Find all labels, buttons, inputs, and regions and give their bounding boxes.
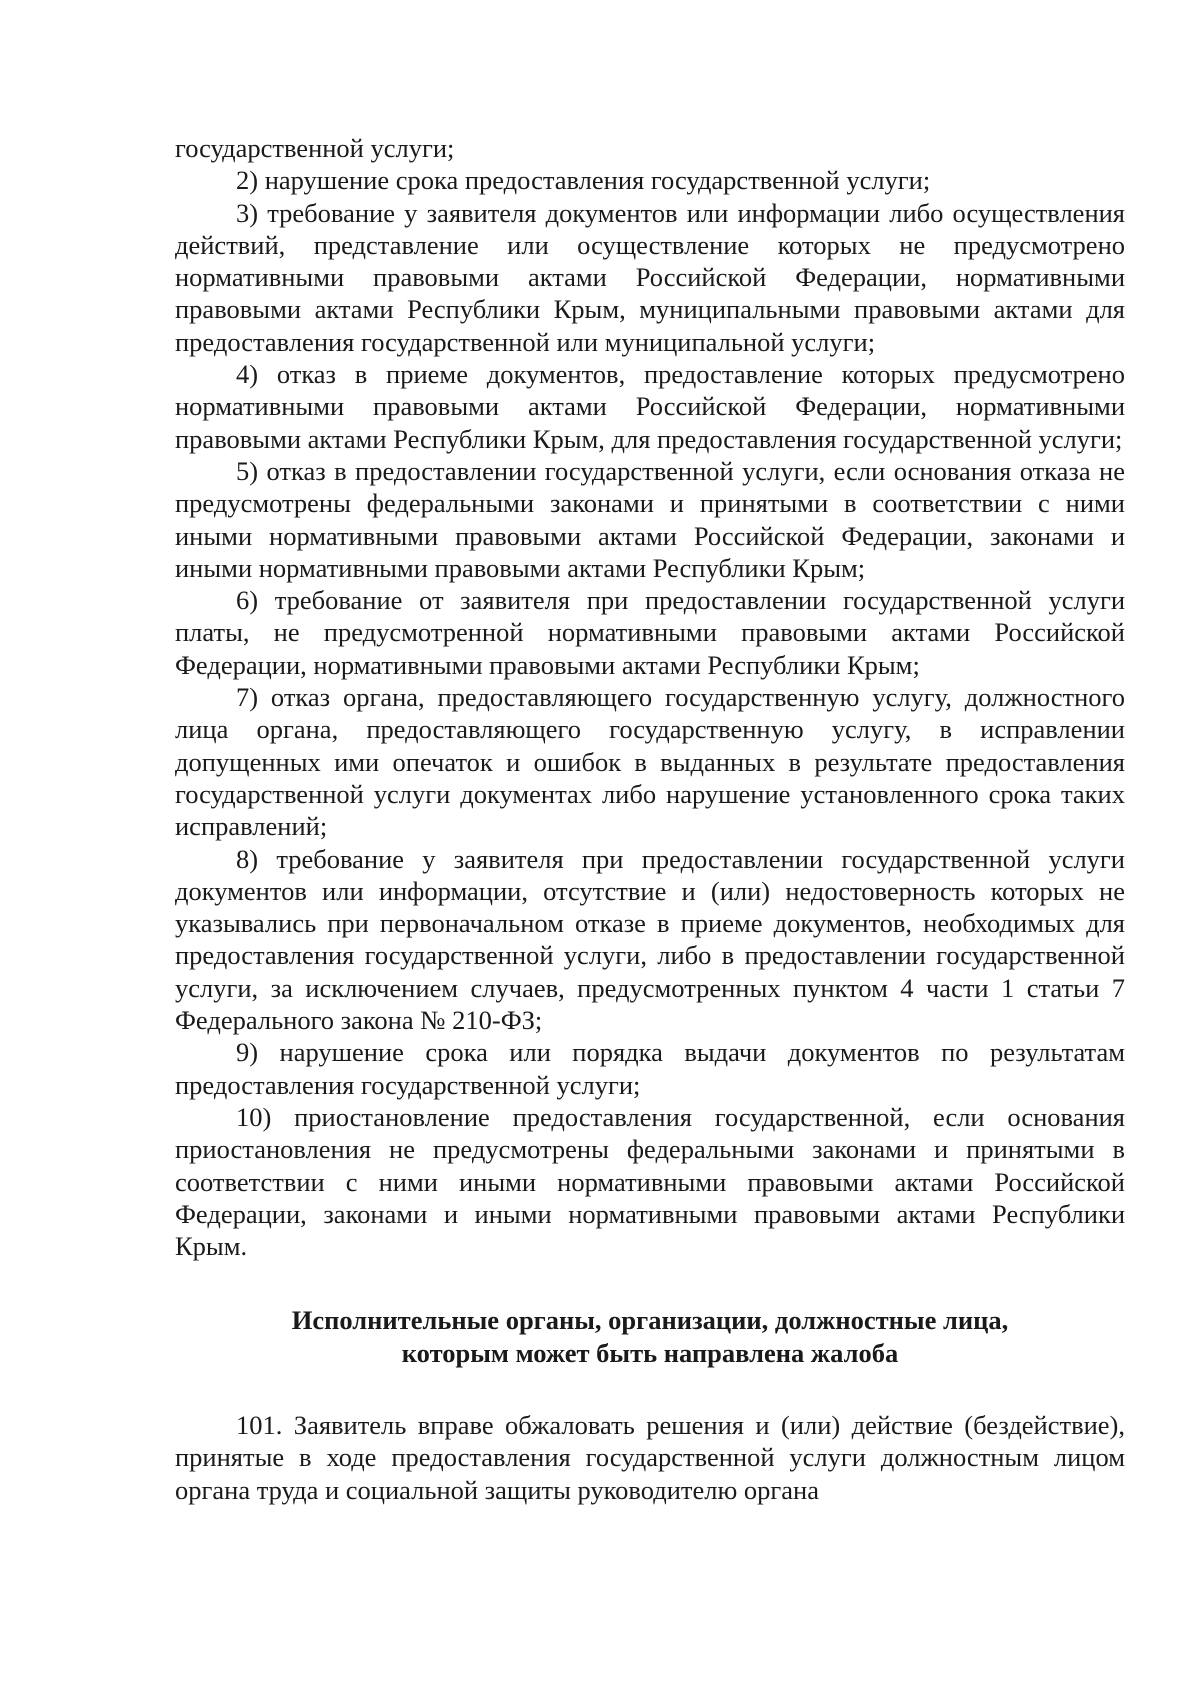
list-item-2: 2) нарушение срока предоставления государственной услуги; bbox=[236, 165, 931, 196]
paragraph-continuation: государственной услуги; bbox=[175, 133, 455, 163]
list-item-6: 6) требование от заявителя при предоставлении государственной услуги платы, не предусмотренной нормативными правовыми актами Российской Федерации, нормативными правовыми актами Республики Крым; bbox=[175, 585, 1125, 680]
list-item-10: 10) приостановление предоставления государственной, если основания приостановления не предусмотрены федеральными законами и принятыми в соответствии с ними иными нормативными правовыми актами Российской Федерации, законами и иными нормативными правовыми актами Республики Крым. bbox=[175, 1101, 1125, 1262]
section-heading-line-1: Исполнительные органы, организации, должностные лица, bbox=[291, 1305, 1009, 1336]
section-heading-line-2: которым может быть направлена жалоба bbox=[401, 1337, 899, 1368]
section-heading bbox=[175, 1304, 1125, 1369]
list-item-7: 7) отказ органа, предоставляющего государственную услугу, должностного лица органа, предоставляющего государственную услугу, в исправлении допущенных ими опечаток и ошибок в выданных в результате предоставления государственной услуги документах либо нарушение установленного срока таких исправлений; bbox=[175, 682, 1125, 842]
list-item-3: 3) требование у заявителя документов или информации либо осуществления действий, представление или осуществление которых не предусмотрено нормативными правовыми актами Российской Федерации, нормативными правовыми актами Республики Крым, муниципальными правовыми актами для предоставления государственной или муниципальной услуги; bbox=[175, 197, 1125, 357]
list-item-8: 8) требование у заявителя при предоставлении государственной услуги документов или информации, отсутствие и (или) недостоверность которых не указывались при первоначальном отказе в приеме документов, необходимых для предоставления государственной услуги, либо в предоставлении государственной услуги, за исключением случаев, предусмотренных пунктом 4 части 1 статьи 7 Федерального закона № 210-ФЗ; bbox=[175, 843, 1125, 1036]
document-body bbox=[175, 132, 1125, 1506]
list-item-4: 4) отказ в приеме документов, предоставление которых предусмотрено нормативными правовыми актами Российской Федерации, нормативными правовыми актами Республики Крым, для предоставления государственной услуги; bbox=[175, 359, 1125, 454]
list-item-5: 5) отказ в предоставлении государственной услуги, если основания отказа не предусмотрены федеральными законами и принятыми в соответствии с ними иными нормативными правовыми актами Российской Федерации, законами и иными нормативными правовыми актами Республики Крым; bbox=[175, 455, 1125, 583]
paragraph-101: 101. Заявитель вправе обжаловать решения и (или) действие (бездействие), принятые в ходе предоставления государственной услуги должностным лицом органа труда и социальной защиты руководителю органа bbox=[175, 1409, 1125, 1505]
list-item-9: 9) нарушение срока или порядка выдачи документов по результатам предоставления государственной услуги; bbox=[175, 1037, 1125, 1100]
